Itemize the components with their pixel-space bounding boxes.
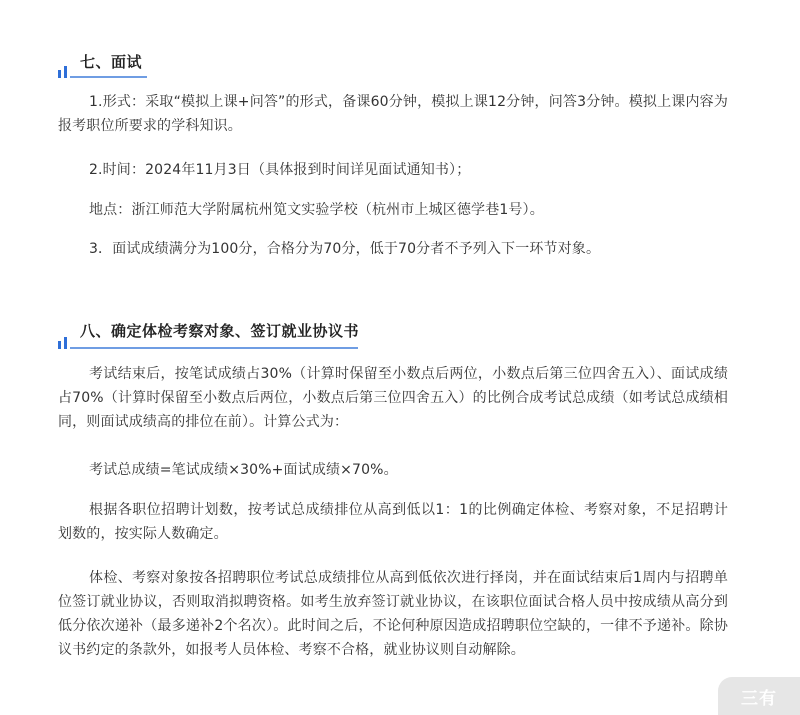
paragraph-interview-time: 2.时间：2024年11月3日（具体报到时间详见面试通知书）； [89, 162, 471, 178]
heading-underline [70, 347, 358, 349]
paragraph-interview-form: 1.形式：采取“模拟上课+问答”的形式，备课60分钟，模拟上课12分钟，问答3分钟。模拟上课内容为报考职位所要求的学科知识。 [58, 94, 728, 134]
paragraph-interview-score: 3．面试成绩满分为100分，合格分为70分，低于70分者不予列入下一环节对象。 [89, 241, 601, 257]
heading-underline [70, 76, 147, 78]
heading-bars-icon [58, 64, 70, 78]
paragraph-selection-ratio: 根据各职位招聘计划数，按考试总成绩排位从高到低以1：1的比例确定体检、考察对象，不足招聘计划数的，按实际人数确定。 [58, 502, 728, 542]
paragraph-score-formula: 考试总成绩=笔试成绩×30%+面试成绩×70%。 [89, 462, 398, 478]
section-title: 七、面试 [80, 53, 143, 71]
section-heading-interview [58, 38, 728, 78]
heading-bars-icon [58, 335, 70, 349]
corner-watermark-badge[interactable]: 三有 [718, 677, 800, 715]
section-title: 八、确定体检考察对象、签订就业协议书 [80, 322, 360, 340]
paragraph-interview-location: 地点：浙江师范大学附属杭州笕文实验学校（杭州市上城区德学巷1号）。 [89, 202, 544, 218]
paragraph-score-composition: 考试结束后，按笔试成绩占30%（计算时保留至小数点后两位，小数点后第三位四舍五入）、面试成绩占70%（计算时保留至小数点后两位，小数点后第三位四舍五入）的比例合成考试总成绩（如考试总成绩相同，则面试成绩高的排位在前）。计算公式为： [58, 366, 728, 430]
section-heading-physical-exam [58, 309, 728, 349]
paragraph-agreement: 体检、考察对象按各招聘职位考试总成绩排位从高到低依次进行择岗，并在面试结束后1周内与招聘单位签订就业协议，否则取消拟聘资格。如考生放弃签订就业协议，在该职位面试合格人员中按成绩从高分到低分依次递补（最多递补2个名次）。此时间之后，不论何种原因造成招聘职位空缺的，一律不予递补。除协议书约定的条款外，如报考人员体检、考察不合格，就业协议则自动解除。 [58, 570, 728, 658]
